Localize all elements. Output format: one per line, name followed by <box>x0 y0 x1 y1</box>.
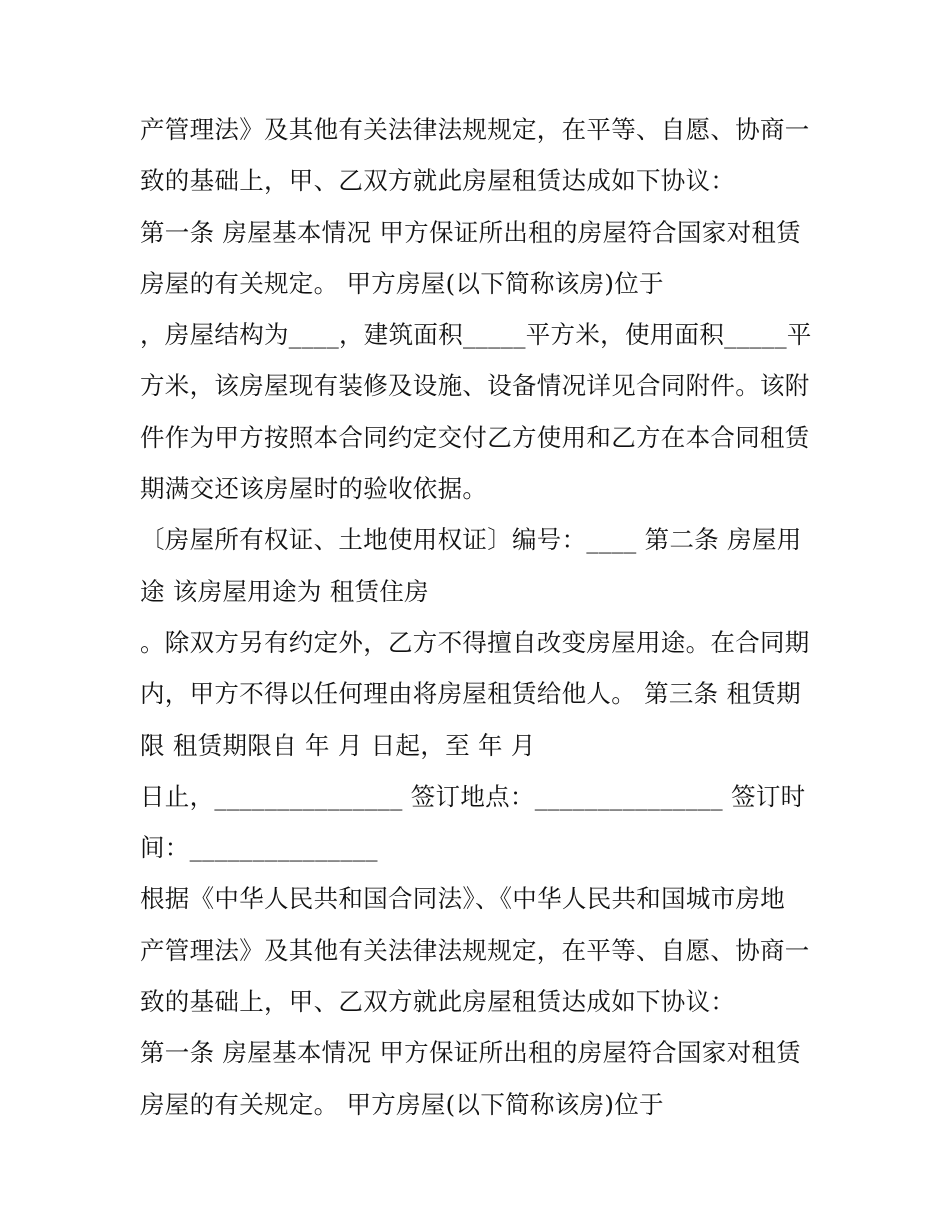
text-line: 日止，_______________ 签订地点：_______________ 签订时 <box>140 781 806 811</box>
text-line: 。除双方另有约定外，乙方不得擅自改变房屋用途。在合同期 <box>140 627 810 657</box>
contract-text <box>140 104 830 1130</box>
text-line: 房屋的有关规定。 甲方房屋(以下简称该房)位于 <box>140 268 664 298</box>
text-line: 期满交还该房屋时的验收依据。 <box>140 474 488 504</box>
text-line: 〔房屋所有权证、土地使用权证〕编号：____ 第二条 房屋用 <box>140 525 802 555</box>
text-line: 根据《中华人民共和国合同法》、《中华人民共和国城市房地 <box>140 884 786 914</box>
text-line: 途 该房屋用途为 租赁住房 <box>140 576 429 606</box>
text-line: 致的基础上，甲、乙双方就此房屋租赁达成如下协议： <box>140 166 736 196</box>
text-line: 件作为甲方按照本合同约定交付乙方使用和乙方在本合同租赁 <box>140 422 810 452</box>
text-line: 房屋的有关规定。 甲方房屋(以下简称该房)位于 <box>140 1089 664 1119</box>
text-line: 产管理法》及其他有关法律法规规定，在平等、自愿、协商一 <box>140 935 810 965</box>
text-line: 第一条 房屋基本情况 甲方保证所出租的房屋符合国家对租赁 <box>140 1038 801 1068</box>
text-line: 限 租赁期限自 年 月 日起，至 年 月 <box>140 730 536 760</box>
text-line: 第一条 房屋基本情况 甲方保证所出租的房屋符合国家对租赁 <box>140 217 801 247</box>
text-line: 产管理法》及其他有关法律法规规定，在平等、自愿、协商一 <box>140 115 810 144</box>
text-line: ，房屋结构为____，建筑面积_____平方米，使用面积_____平 <box>140 320 812 350</box>
text-line: 内，甲方不得以任何理由将房屋租赁给他人。 第三条 租赁期 <box>140 679 801 709</box>
text-line: 间：_______________ <box>140 833 378 863</box>
text-line: 致的基础上，甲、乙双方就此房屋租赁达成如下协议： <box>140 987 736 1017</box>
text-line: 方米，该房屋现有装修及设施、设备情况详见合同附件。该附 <box>140 371 810 401</box>
